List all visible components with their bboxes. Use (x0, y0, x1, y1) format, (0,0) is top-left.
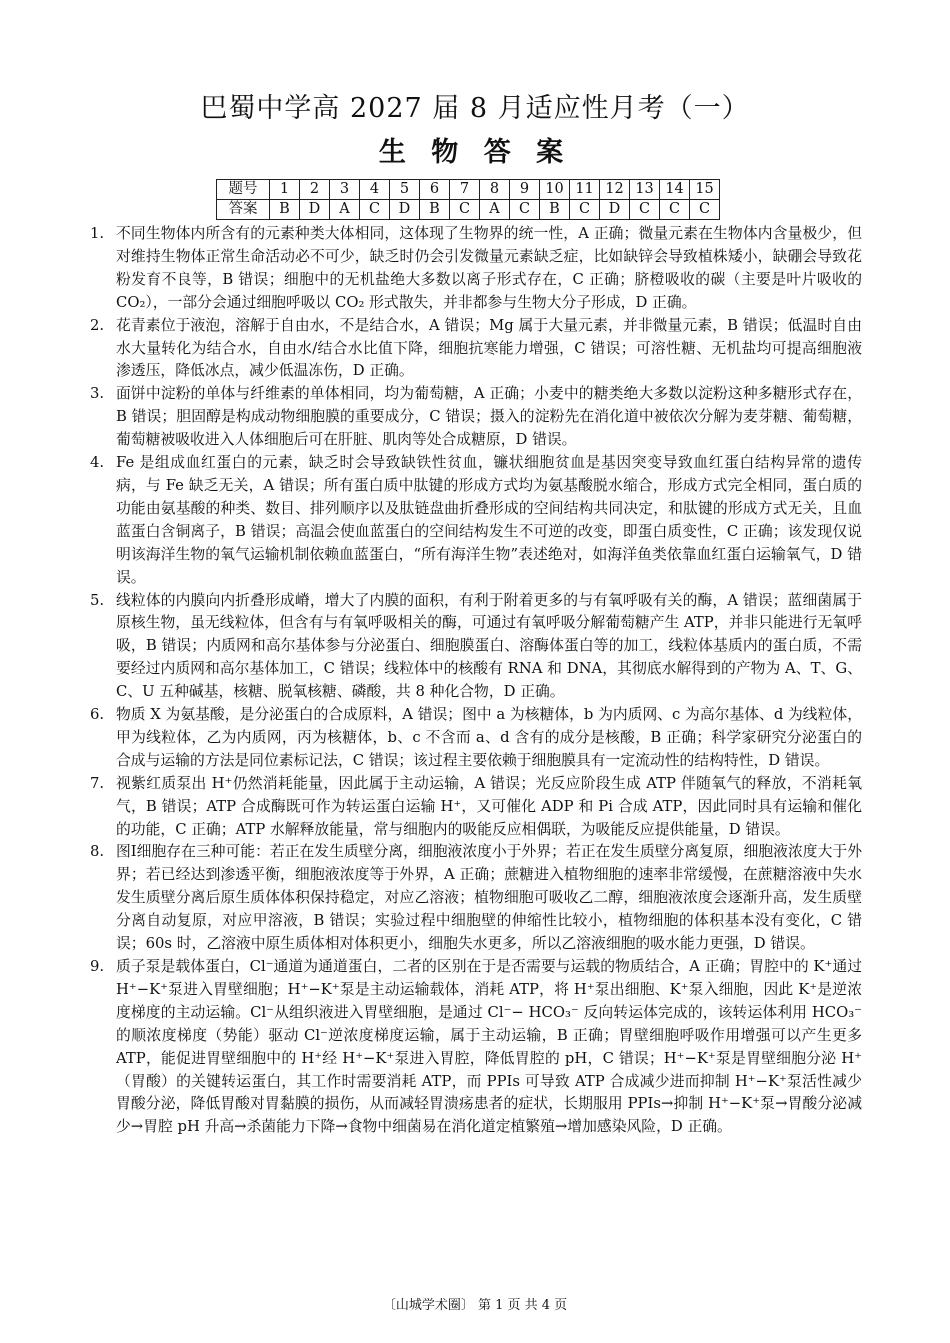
explanation-list (90, 223, 862, 1139)
number-cell: 8 (480, 180, 510, 200)
number-cell: 6 (420, 180, 450, 200)
item-text: 不同生物体内所含有的元素种类大体相同，这体现了生物界的统一性，A 正确；微量元素在生物体内含量极少，但对维持生物体正常生命活动必不可少，缺乏时仍会引发微量元素缺乏症，比如缺锌会导致植株矮小，缺硼会导致花粉发育不良等，B 错误；细胞中的无机盐绝大多数以离子形式存在，C 正确；脐橙吸收的碳（主要是叶片吸收的 CO₂），一部分会通过细胞呼吸以 CO₂ 形式散失，并非都参与生物大分子形成，D 正确。 (116, 225, 862, 311)
answer-table (216, 179, 720, 220)
answer-cell: C (630, 200, 660, 220)
number-cell: 9 (510, 180, 540, 200)
answer-table-row-numbers (217, 180, 720, 200)
number-cell: 1 (270, 180, 300, 200)
answer-cell: C (570, 200, 600, 220)
explanation-item (90, 704, 862, 773)
item-number: 4. (90, 454, 105, 472)
number-cell: 15 (690, 180, 720, 200)
explanation-item (90, 452, 862, 589)
item-number: 3. (90, 385, 105, 403)
item-number: 8. (90, 843, 105, 861)
number-cell: 14 (660, 180, 690, 200)
answer-cell: A (480, 200, 510, 220)
number-cell: 3 (330, 180, 360, 200)
answer-cell: B (420, 200, 450, 220)
item-text: Fe 是组成血红蛋白的元素，缺乏时会导致缺铁性贫血，镰状细胞贫血是基因突变导致血红蛋白结构异常的遗传病，与 Fe 缺乏无关，A 错误；所有蛋白质中肽键的形成方式均为氨基酸脱水缩合，形成方式完全相同，蛋白质的功能由氨基酸的种类、数目、排列顺序以及肽链盘曲折叠形成的空间结构共同决定，和肽键的形成方式无关，且血蓝蛋白含铜离子，B 错误；高温会使血蓝蛋白的空间结构发生不可逆的改变，即蛋白质变性，C 正确；该发现仅说明该海洋生物的氧气运输机制依赖血蓝蛋白，“所有海洋生物”表述绝对，如海洋鱼类依靠血红蛋白运输氧气，D 错误。 (116, 454, 862, 586)
row-label-answers: 答案 (217, 200, 270, 220)
number-cell: 12 (600, 180, 630, 200)
number-cell: 13 (630, 180, 660, 200)
item-text: 物质 X 为氨基酸，是分泌蛋白的合成原料，A 错误；图中 a 为核糖体，b 为内质网、c 为高尔基体、d 为线粒体，甲为线粒体，乙为内质网，丙为核糖体，b、c 不含而 a、d 含有的成分是核酸，B 正确；科学家研究分泌蛋白的合成与运输的方法是同位素标记法，C 错误；该过程主要依赖于细胞膜具有一定流动性的结构特性，D 错误。 (116, 706, 862, 769)
item-text: 图Ⅰ细胞存在三种可能：若正在发生质壁分离，细胞液浓度小于外界；若正在发生质壁分离复原，细胞液浓度大于外界；若已经达到渗透平衡，细胞液浓度等于外界，A 正确；蔗糖进入植物细胞的速率非常缓慢，在蔗糖溶液中失水发生质壁分离后原生质体体积保持稳定，对应乙溶液；植物细胞可吸收乙二醇，细胞液浓度会逐渐升高，发生质壁分离自动复原，对应甲溶液，B 错误；实验过程中细胞壁的伸缩性比较小，植物细胞的体积基本没有变化，C 错误；60s 时，乙溶液中原生质体相对体积更小，细胞失水更多，所以乙溶液细胞的吸水能力更强，D 错误。 (116, 843, 862, 953)
answer-cell: A (330, 200, 360, 220)
item-number: 6. (90, 706, 105, 724)
item-number: 7. (90, 774, 105, 792)
answer-cell: D (390, 200, 420, 220)
explanation-item (90, 773, 862, 842)
explanation-item (90, 590, 862, 705)
explanation-item (90, 315, 862, 384)
item-text: 视紫红质泵出 H⁺仍然消耗能量，因此属于主动运输，A 错误；光反应阶段生成 ATP 伴随氧气的释放，不消耗氧气，B 错误；ATP 合成酶既可作为转运蛋白运输 H⁺，又可催化 ADP 和 Pi 合成 ATP，因此同时具有运输和催化的功能，C 正确；ATP 水解释放能量，常与细胞内的吸能反应相偶联，为吸能反应提供能量，D 错误。 (116, 774, 862, 838)
answer-cell: B (540, 200, 570, 220)
answer-table-row-answers (217, 200, 720, 220)
number-cell: 2 (300, 180, 330, 200)
item-text: 质子泵是载体蛋白，Cl⁻通道为通道蛋白，二者的区别在于是否需要与运载的物质结合，A 正确；胃腔中的 K⁺通过 H⁺−K⁺泵进入胃壁细胞；H⁺−K⁺泵是主动运输载体，消耗 ATP，将 H⁺泵出细胞、K⁺泵入细胞，因此 K⁺是逆浓度梯度的主动运输。Cl⁻从组织液进入胃壁细胞，是通过 Cl⁻− HCO₃⁻ 反向转运体完成的，该转运体利用 HCO₃⁻ 的顺浓度梯度（势能）驱动 Cl⁻逆浓度梯度运输，属于主动运输，B 正确；胃壁细胞呼吸作用增强可以产生更多 ATP，能促进胃壁细胞中的 H⁺经 H⁺−K⁺泵进入胃腔，降低胃腔的 pH，C 错误；H⁺−K⁺泵是胃壁细胞分泌 H⁺（胃酸）的关键转运蛋白，其工作时需要消耗 ATP，而 PPIs 可导致 ATP 合成减少进而抑制 H⁺−K⁺泵活性减少胃酸分泌，降低胃酸对胃黏膜的损伤，从而减轻胃溃疡患者的症状，长期服用 PPIs→抑制 H⁺−K⁺泵→胃酸分泌减少→胃腔 pH 升高→杀菌能力下降→食物中细菌易在消化道定植繁殖→增加感染风险，D 正确。 (116, 958, 862, 1136)
item-number: 5. (90, 591, 105, 609)
item-number: 2. (90, 316, 105, 334)
item-text: 花青素位于液泡，溶解于自由水，不是结合水，A 错误；Mg 属于大量元素，并非微量元素，B 错误；低温时自由水大量转化为结合水，自由水/结合水比值下降，细胞抗寒能力增强，C 错误；可溶性糖、无机盐均可提高细胞液渗透压，降低冰点，减少低温冻伤，D 正确。 (116, 316, 862, 380)
answer-cell: D (300, 200, 330, 220)
explanation-item (90, 223, 862, 315)
page-subtitle: 生 物 答 案 (378, 137, 572, 168)
number-cell: 10 (540, 180, 570, 200)
number-cell: 5 (390, 180, 420, 200)
answer-cell: D (600, 200, 630, 220)
item-number: 9. (90, 958, 105, 975)
row-label-numbers: 题号 (217, 180, 270, 200)
answer-cell: C (660, 200, 690, 220)
page-footer: 〔山城学术圈〕 第 1 页 共 4 页 (382, 1298, 568, 1313)
number-cell: 4 (360, 180, 390, 200)
number-cell: 11 (570, 180, 600, 200)
number-cell: 7 (450, 180, 480, 200)
page-title: 巴蜀中学高 2027 届 8 月适应性月考（一） (200, 93, 750, 124)
answer-cell: B (270, 200, 300, 220)
explanation-item (90, 841, 862, 956)
explanation-item (90, 956, 862, 1139)
explanation-item (90, 383, 862, 452)
answer-cell: C (450, 200, 480, 220)
item-text: 面饼中淀粉的单体与纤维素的单体相同，均为葡萄糖，A 正确；小麦中的糖类绝大多数以淀粉这种多糖形式存在，B 错误；胆固醇是构成动物细胞膜的重要成分，C 错误；摄入的淀粉先在消化道中被依次分解为麦芽糖、葡萄糖，葡萄糖被吸收进入人体细胞后可在肝脏、肌肉等处合成糖原，D 错误。 (116, 385, 862, 449)
answer-cell: C (360, 200, 390, 220)
answer-cell: C (690, 200, 720, 220)
item-text: 线粒体的内膜向内折叠形成嵴，增大了内膜的面积，有利于附着更多的与有氧呼吸有关的酶，A 错误；蓝细菌属于原核生物，虽无线粒体，但含有与有氧呼吸相关的酶，可通过有氧呼吸分解葡萄糖产生 ATP，并非只能进行无氧呼吸，B 错误；内质网和高尔基体参与分泌蛋白、细胞膜蛋白、溶酶体蛋白等的加工，线粒体基质内的蛋白质，不需要经过内质网和高尔基体加工，C 错误；线粒体中的核酸有 RNA 和 DNA，其彻底水解得到的产物为 A、T、G、C、U 五种碱基，核糖、脱氧核糖、磷酸，共 8 种化合物，D 正确。 (116, 591, 862, 701)
answer-cell: C (510, 200, 540, 220)
item-number: 1. (90, 225, 105, 242)
